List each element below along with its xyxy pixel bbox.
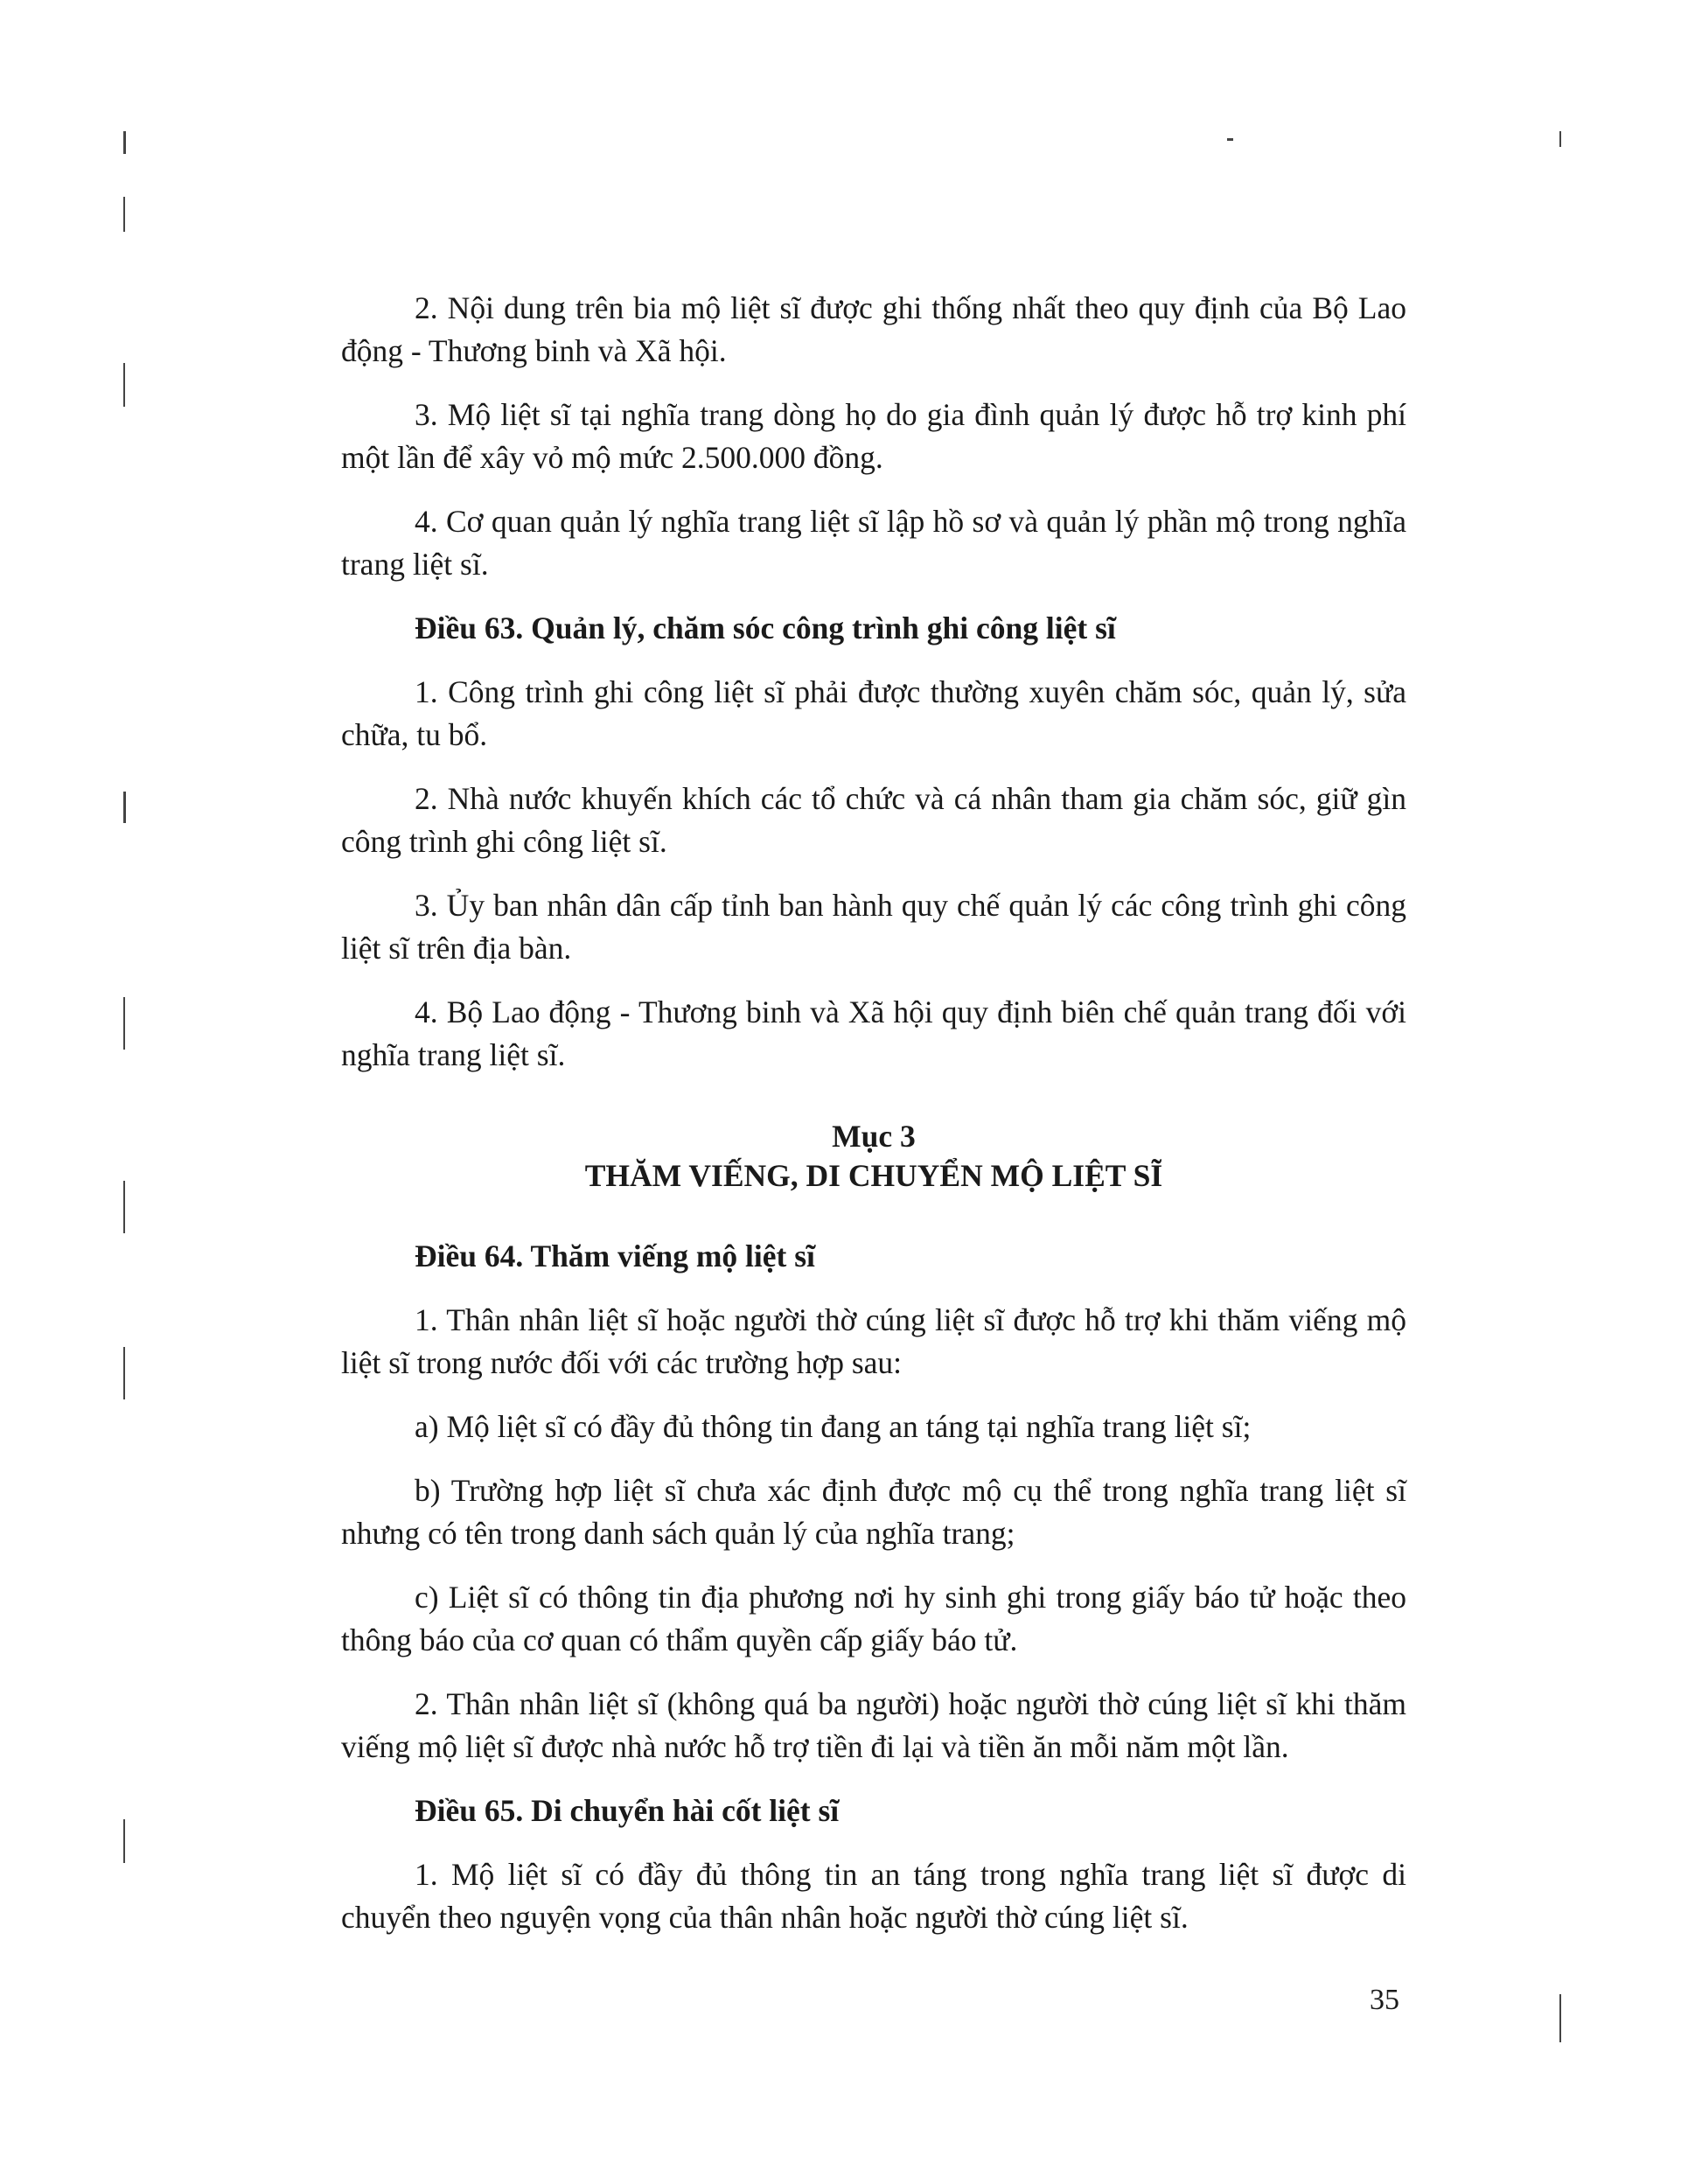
scan-artifact bbox=[123, 363, 125, 407]
article-62-clause-2: 2. Nội dung trên bia mộ liệt sĩ được ghi thống nhất theo quy định của Bộ Lao động - Thương binh và Xã hội. bbox=[341, 290, 1406, 368]
scan-artifact bbox=[123, 1819, 125, 1863]
section-label: Mục 3 bbox=[832, 1119, 916, 1154]
scan-artifact bbox=[123, 1347, 125, 1399]
scan-artifact bbox=[123, 1181, 125, 1233]
article-64-point-a: a) Mộ liệt sĩ có đầy đủ thông tin đang an táng tại nghĩa trang liệt sĩ; bbox=[415, 1409, 1252, 1444]
scan-artifact bbox=[123, 997, 125, 1050]
article-63-clause-4: 4. Bộ Lao động - Thương binh và Xã hội quy định biên chế quản trang đối với nghĩa trang liệt sĩ. bbox=[341, 994, 1406, 1072]
article-63-clause-2: 2. Nhà nước khuyến khích các tổ chức và cá nhân tham gia chăm sóc, giữ gìn công trình ghi công liệt sĩ. bbox=[341, 781, 1406, 859]
article-64-title: Điều 64. Thăm viếng mộ liệt sĩ bbox=[415, 1239, 815, 1273]
scan-artifact bbox=[123, 792, 126, 823]
scan-artifact bbox=[1559, 131, 1561, 147]
scan-artifact bbox=[1559, 1994, 1561, 2042]
article-64-clause-2: 2. Thân nhân liệt sĩ (không quá ba người) hoặc người thờ cúng liệt sĩ khi thăm viếng mộ liệt sĩ được nhà nước hỗ trợ tiền đi lại và tiền ăn mỗi năm một lần. bbox=[341, 1686, 1406, 1764]
scan-artifact bbox=[1227, 138, 1233, 141]
article-63-title: Điều 63. Quản lý, chăm sóc công trình ghi công liệt sĩ bbox=[415, 611, 1116, 645]
page-number: 35 bbox=[1370, 1984, 1399, 2016]
article-65-clause-1: 1. Mộ liệt sĩ có đầy đủ thông tin an táng trong nghĩa trang liệt sĩ được di chuyển theo nguyện vọng của thân nhân hoặc người thờ cúng liệt sĩ. bbox=[341, 1857, 1406, 1935]
article-62-clause-4: 4. Cơ quan quản lý nghĩa trang liệt sĩ lập hồ sơ và quản lý phần mộ trong nghĩa trang liệt sĩ. bbox=[341, 504, 1406, 582]
article-64-point-c: c) Liệt sĩ có thông tin địa phương nơi hy sinh ghi trong giấy báo tử hoặc theo thông báo của cơ quan có thẩm quyền cấp giấy báo tử. bbox=[341, 1580, 1406, 1657]
article-64-point-b: b) Trường hợp liệt sĩ chưa xác định được mộ cụ thể trong nghĩa trang liệt sĩ nhưng có tên trong danh sách quản lý của nghĩa trang; bbox=[341, 1473, 1406, 1551]
article-65-title: Điều 65. Di chuyển hài cốt liệt sĩ bbox=[415, 1793, 840, 1828]
section-heading bbox=[341, 1117, 1406, 1196]
article-63-clause-1: 1. Công trình ghi công liệt sĩ phải được thường xuyên chăm sóc, quản lý, sửa chữa, tu bổ. bbox=[341, 674, 1406, 752]
article-63-clause-3: 3. Ủy ban nhân dân cấp tỉnh ban hành quy chế quản lý các công trình ghi công liệt sĩ trên địa bàn. bbox=[341, 888, 1406, 966]
document-body bbox=[341, 287, 1406, 1960]
section-title: THĂM VIẾNG, DI CHUYỂN MỘ LIỆT SĨ bbox=[584, 1158, 1163, 1193]
article-62-clause-3: 3. Mộ liệt sĩ tại nghĩa trang dòng họ do gia đình quản lý được hỗ trợ kinh phí một lần để xây vỏ mộ mức 2.500.000 đồng. bbox=[341, 397, 1406, 475]
scan-artifact bbox=[123, 197, 125, 232]
article-64-clause-1: 1. Thân nhân liệt sĩ hoặc người thờ cúng liệt sĩ được hỗ trợ khi thăm viếng mộ liệt sĩ trong nước đối với các trường hợp sau: bbox=[341, 1302, 1406, 1380]
scan-artifact bbox=[123, 131, 126, 154]
